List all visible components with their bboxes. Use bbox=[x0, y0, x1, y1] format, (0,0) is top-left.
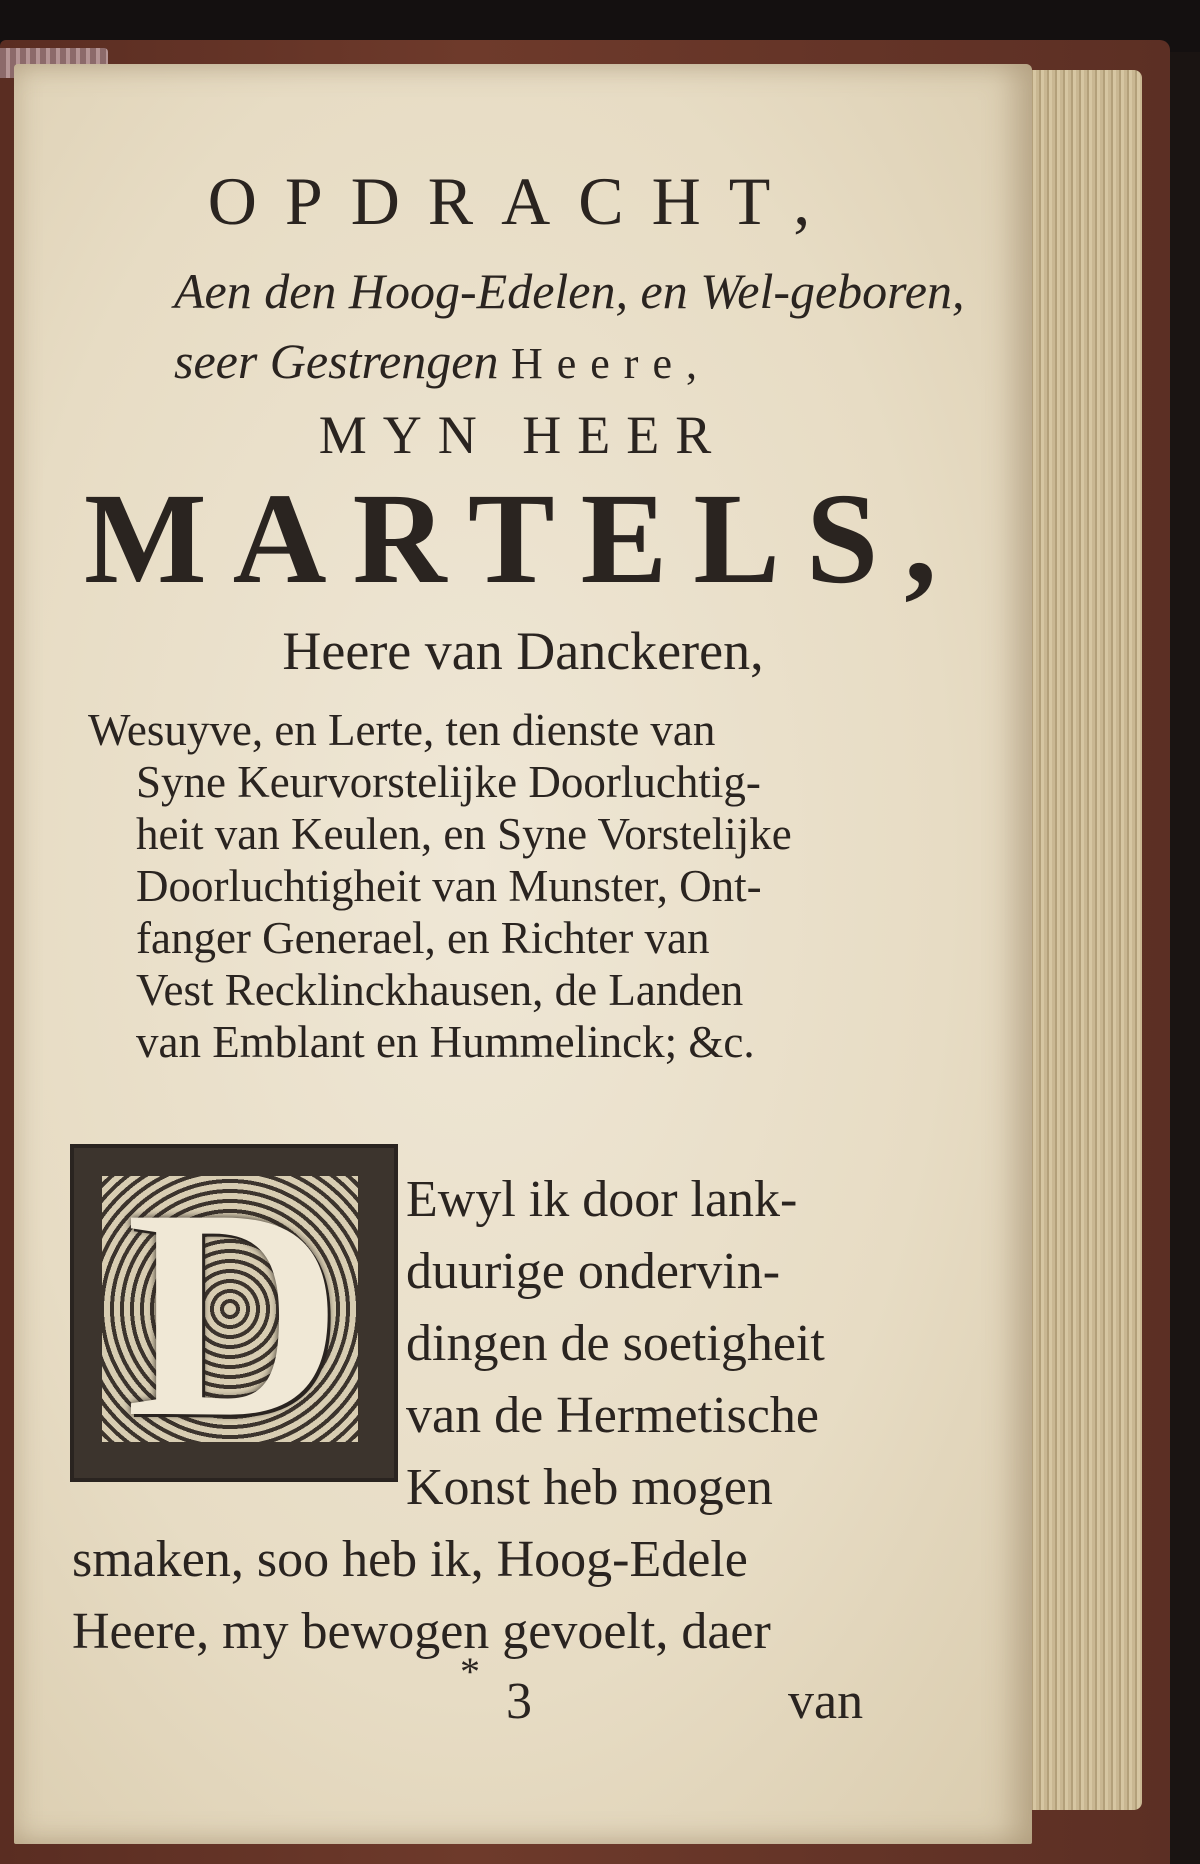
titles-line: Wesuyve, en Lerte, ten dienste van bbox=[88, 705, 716, 755]
body-line: duurige ondervin- bbox=[406, 1243, 781, 1300]
page-heading: OPDRACHT, bbox=[207, 163, 839, 239]
titles-block bbox=[88, 704, 898, 1068]
body-line: van de Hermetische bbox=[406, 1387, 819, 1444]
dedication-line-2-italic: seer Gestrengen bbox=[174, 333, 499, 389]
drop-cap-ornament bbox=[70, 1144, 398, 1482]
body-line: Konst heb mogen bbox=[406, 1459, 773, 1516]
body-line: dingen de soetigheit bbox=[406, 1315, 825, 1372]
page-edges bbox=[1020, 70, 1142, 1810]
titles-line: Vest Recklinckhausen, de Landen bbox=[136, 965, 744, 1015]
body-beside-initial bbox=[406, 1164, 886, 1524]
drop-cap-letter: D bbox=[125, 1147, 343, 1479]
titles-line: van Emblant en Hummelinck; &c. bbox=[136, 1017, 755, 1067]
book-page bbox=[14, 64, 1032, 1844]
dedication-line-1: Aen den Hoog-Edelen, en Wel-geboren, bbox=[174, 263, 965, 319]
titles-line: heit van Keulen, en Syne Vorstelijke bbox=[136, 809, 792, 859]
body-line: Heere, my bewogen gevoelt, daer bbox=[72, 1603, 771, 1660]
dedication-line-2-caps: Heere, bbox=[510, 339, 711, 388]
addressee-prefix: MYN HEER bbox=[318, 405, 728, 465]
addressee-title: Heere van Danckeren, bbox=[282, 621, 764, 681]
titles-line: Syne Keurvorstelijke Doorluchtig- bbox=[136, 757, 761, 807]
signature-mark: * bbox=[460, 1649, 480, 1694]
dedication-line-2 bbox=[174, 332, 711, 390]
titles-line: fanger Generael, en Richter van bbox=[136, 913, 710, 963]
body-line: smaken, soo heb ik, Hoog-Edele bbox=[72, 1531, 748, 1588]
titles-line: Doorluchtigheit van Munster, Ont- bbox=[136, 861, 762, 911]
body-full-width bbox=[72, 1524, 892, 1668]
signature-number: 3 bbox=[506, 1673, 532, 1730]
body-line: Ewyl ik door lank- bbox=[406, 1171, 798, 1228]
catchword: van bbox=[788, 1673, 864, 1730]
addressee-name: MARTELS, bbox=[84, 467, 963, 611]
